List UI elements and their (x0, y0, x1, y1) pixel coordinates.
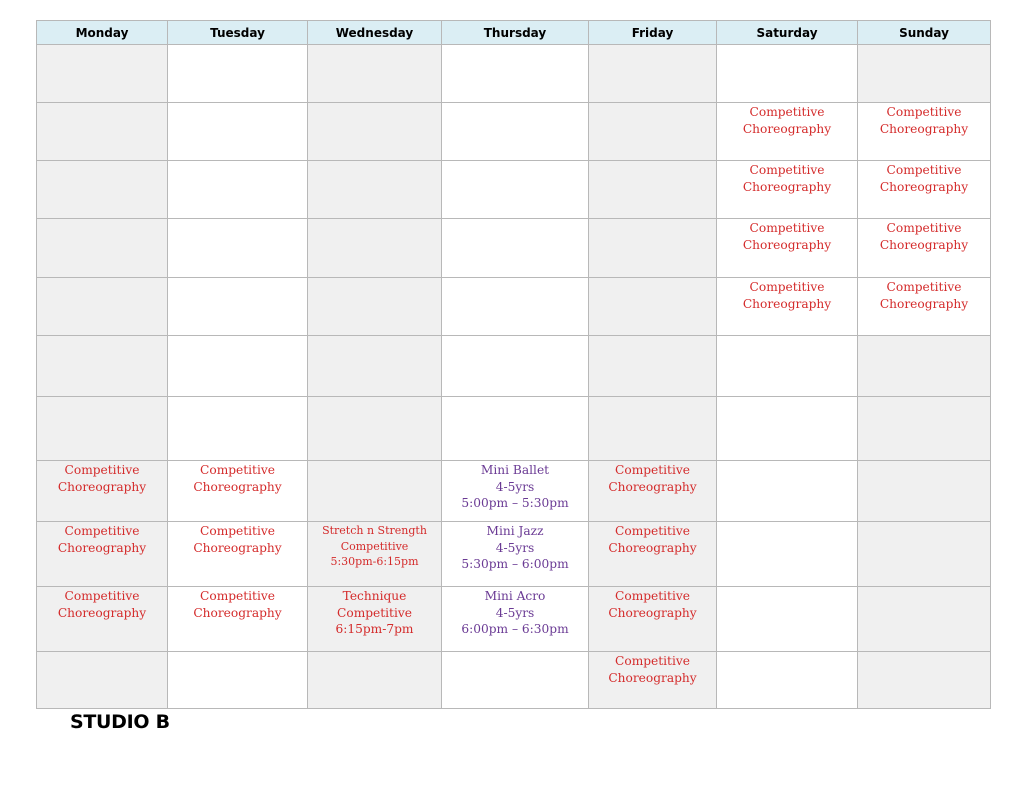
schedule-cell-wednesday (308, 587, 442, 652)
class-entry (168, 161, 307, 162)
schedule-body (37, 45, 991, 709)
class-entry: Competitive Choreography (742, 221, 832, 252)
schedule-cell-sunday (858, 461, 991, 522)
schedule-row (37, 397, 991, 461)
class-entry (858, 522, 990, 523)
schedule-cell-saturday (717, 103, 858, 161)
class-entry (168, 652, 307, 653)
schedule-cell-wednesday (308, 103, 442, 161)
schedule-cell-tuesday (168, 652, 308, 709)
schedule-cell-friday (589, 103, 717, 161)
class-entry: Competitive Choreography (57, 589, 147, 620)
schedule-cell-monday (37, 45, 168, 103)
class-entry: Competitive Choreography (57, 524, 147, 555)
schedule-cell-sunday (858, 161, 991, 219)
class-entry (308, 652, 441, 653)
schedule-row (37, 522, 991, 587)
schedule-cell-tuesday (168, 522, 308, 587)
day-header-row (37, 21, 991, 45)
class-entry: Competitive Choreography (193, 463, 282, 494)
schedule-cell-monday (37, 587, 168, 652)
schedule-cell-friday (589, 336, 717, 397)
schedule-cell-tuesday (168, 336, 308, 397)
schedule-cell-saturday (717, 45, 858, 103)
schedule-cell-tuesday (168, 103, 308, 161)
schedule-cell-monday (37, 278, 168, 336)
schedule-cell-thursday (442, 161, 589, 219)
class-entry (858, 652, 990, 653)
schedule-cell-thursday (442, 278, 589, 336)
schedule-row (37, 461, 991, 522)
schedule-cell-saturday (717, 587, 858, 652)
class-entry (442, 278, 588, 279)
schedule-cell-monday (37, 397, 168, 461)
schedule-cell-friday (589, 45, 717, 103)
class-entry (168, 45, 307, 46)
schedule-cell-thursday (442, 45, 589, 103)
schedule-cell-saturday (717, 397, 858, 461)
schedule-cell-tuesday (168, 161, 308, 219)
class-entry: Competitive Choreography (742, 105, 832, 136)
class-entry: Mini Acro 4-5yrs 6:00pm – 6:30pm (461, 589, 569, 636)
schedule-cell-saturday (717, 278, 858, 336)
schedule-cell-saturday (717, 161, 858, 219)
weekly-schedule-table (36, 20, 991, 709)
schedule-cell-sunday (858, 103, 991, 161)
schedule-cell-friday (589, 219, 717, 278)
schedule-cell-monday (37, 522, 168, 587)
class-entry (442, 103, 588, 104)
schedule-cell-sunday (858, 278, 991, 336)
schedule-cell-sunday (858, 652, 991, 709)
schedule-cell-wednesday (308, 652, 442, 709)
class-entry (308, 397, 441, 398)
class-entry (717, 587, 857, 588)
class-entry (589, 397, 716, 398)
class-entry: Competitive Choreography (193, 589, 282, 620)
schedule-row (37, 161, 991, 219)
schedule-cell-friday (589, 161, 717, 219)
schedule-cell-sunday (858, 522, 991, 587)
class-entry (858, 336, 990, 337)
schedule-cell-tuesday (168, 587, 308, 652)
class-entry (37, 219, 167, 220)
class-entry (589, 219, 716, 220)
class-entry (308, 219, 441, 220)
class-entry (442, 219, 588, 220)
studio-label: STUDIO B (70, 711, 170, 733)
class-entry (589, 45, 716, 46)
schedule-cell-thursday (442, 103, 589, 161)
schedule-cell-friday (589, 461, 717, 522)
class-entry (858, 587, 990, 588)
class-entry (717, 522, 857, 523)
schedule-cell-wednesday (308, 397, 442, 461)
schedule-cell-monday (37, 161, 168, 219)
schedule-cell-saturday (717, 652, 858, 709)
schedule-cell-wednesday (308, 219, 442, 278)
schedule-cell-saturday (717, 461, 858, 522)
class-entry (308, 103, 441, 104)
schedule-cell-sunday (858, 397, 991, 461)
class-entry (858, 45, 990, 46)
schedule-cell-tuesday (168, 278, 308, 336)
class-entry (717, 45, 857, 46)
schedule-cell-monday (37, 219, 168, 278)
class-entry (442, 161, 588, 162)
day-header-monday: Monday (37, 21, 168, 45)
schedule-cell-friday (589, 652, 717, 709)
class-entry (717, 336, 857, 337)
day-header-saturday: Saturday (717, 21, 858, 45)
schedule-cell-sunday (858, 45, 991, 103)
schedule-cell-friday (589, 397, 717, 461)
schedule-cell-tuesday (168, 461, 308, 522)
class-entry: Competitive Choreography (742, 163, 832, 194)
class-entry: Competitive Choreography (608, 524, 697, 555)
class-entry (168, 336, 307, 337)
class-entry (37, 161, 167, 162)
schedule-cell-wednesday (308, 522, 442, 587)
schedule-cell-thursday (442, 652, 589, 709)
schedule-cell-friday (589, 522, 717, 587)
schedule-cell-thursday (442, 461, 589, 522)
day-header-wednesday: Wednesday (308, 21, 442, 45)
class-entry (442, 652, 588, 653)
schedule-cell-sunday (858, 587, 991, 652)
schedule-cell-wednesday (308, 461, 442, 522)
class-entry (442, 45, 588, 46)
class-entry (37, 397, 167, 398)
schedule-cell-saturday (717, 336, 858, 397)
schedule-cell-wednesday (308, 161, 442, 219)
day-header-thursday: Thursday (442, 21, 589, 45)
class-entry: Competitive Choreography (879, 163, 969, 194)
class-entry: Technique Competitive 6:15pm-7pm (335, 589, 414, 636)
class-entry (858, 461, 990, 462)
class-entry (589, 278, 716, 279)
class-entry (168, 397, 307, 398)
day-header-friday: Friday (589, 21, 717, 45)
schedule-cell-wednesday (308, 45, 442, 103)
class-entry (589, 336, 716, 337)
schedule-cell-tuesday (168, 219, 308, 278)
class-entry: Mini Jazz 4-5yrs 5:30pm – 6:00pm (461, 524, 569, 571)
schedule-cell-friday (589, 278, 717, 336)
class-entry (717, 652, 857, 653)
class-entry (717, 397, 857, 398)
schedule-row (37, 336, 991, 397)
class-entry: Competitive Choreography (608, 654, 697, 685)
schedule-cell-saturday (717, 219, 858, 278)
class-entry: Stretch n Strength Competitive 5:30pm-6:15pm (322, 524, 427, 568)
class-entry (589, 161, 716, 162)
schedule-row (37, 652, 991, 709)
class-entry: Competitive Choreography (879, 105, 969, 136)
schedule-cell-monday (37, 103, 168, 161)
class-entry (37, 45, 167, 46)
schedule-cell-monday (37, 336, 168, 397)
schedule-cell-wednesday (308, 336, 442, 397)
class-entry (37, 103, 167, 104)
schedule-cell-sunday (858, 336, 991, 397)
schedule-cell-sunday (858, 219, 991, 278)
schedule-cell-monday (37, 461, 168, 522)
schedule-cell-friday (589, 587, 717, 652)
class-entry (858, 397, 990, 398)
class-entry (717, 461, 857, 462)
class-entry: Competitive Choreography (57, 463, 147, 494)
schedule-cell-tuesday (168, 45, 308, 103)
class-entry (442, 336, 588, 337)
class-entry: Mini Ballet 4-5yrs 5:00pm – 5:30pm (461, 463, 569, 510)
schedule-cell-saturday (717, 522, 858, 587)
day-header-tuesday: Tuesday (168, 21, 308, 45)
class-entry (308, 336, 441, 337)
schedule-cell-thursday (442, 336, 589, 397)
schedule-row (37, 278, 991, 336)
class-entry (37, 336, 167, 337)
class-entry (308, 161, 441, 162)
schedule-cell-thursday (442, 219, 589, 278)
schedule-cell-tuesday (168, 397, 308, 461)
class-entry (37, 652, 167, 653)
class-entry (308, 45, 441, 46)
class-entry (442, 397, 588, 398)
schedule-cell-thursday (442, 587, 589, 652)
day-header-sunday: Sunday (858, 21, 991, 45)
class-entry (168, 103, 307, 104)
class-entry: Competitive Choreography (193, 524, 282, 555)
schedule-cell-monday (37, 652, 168, 709)
class-entry (308, 461, 441, 462)
schedule-cell-thursday (442, 397, 589, 461)
schedule-cell-thursday (442, 522, 589, 587)
class-entry: Competitive Choreography (742, 280, 832, 311)
class-entry (37, 278, 167, 279)
schedule-row (37, 219, 991, 278)
class-entry: Competitive Choreography (879, 280, 969, 311)
class-entry: Competitive Choreography (879, 221, 969, 252)
class-entry: Competitive Choreography (608, 463, 697, 494)
class-entry (168, 278, 307, 279)
class-entry: Competitive Choreography (608, 589, 697, 620)
class-entry (308, 278, 441, 279)
schedule-row (37, 45, 991, 103)
schedule-cell-wednesday (308, 278, 442, 336)
class-entry (589, 103, 716, 104)
schedule-row (37, 587, 991, 652)
class-entry (168, 219, 307, 220)
schedule-row (37, 103, 991, 161)
